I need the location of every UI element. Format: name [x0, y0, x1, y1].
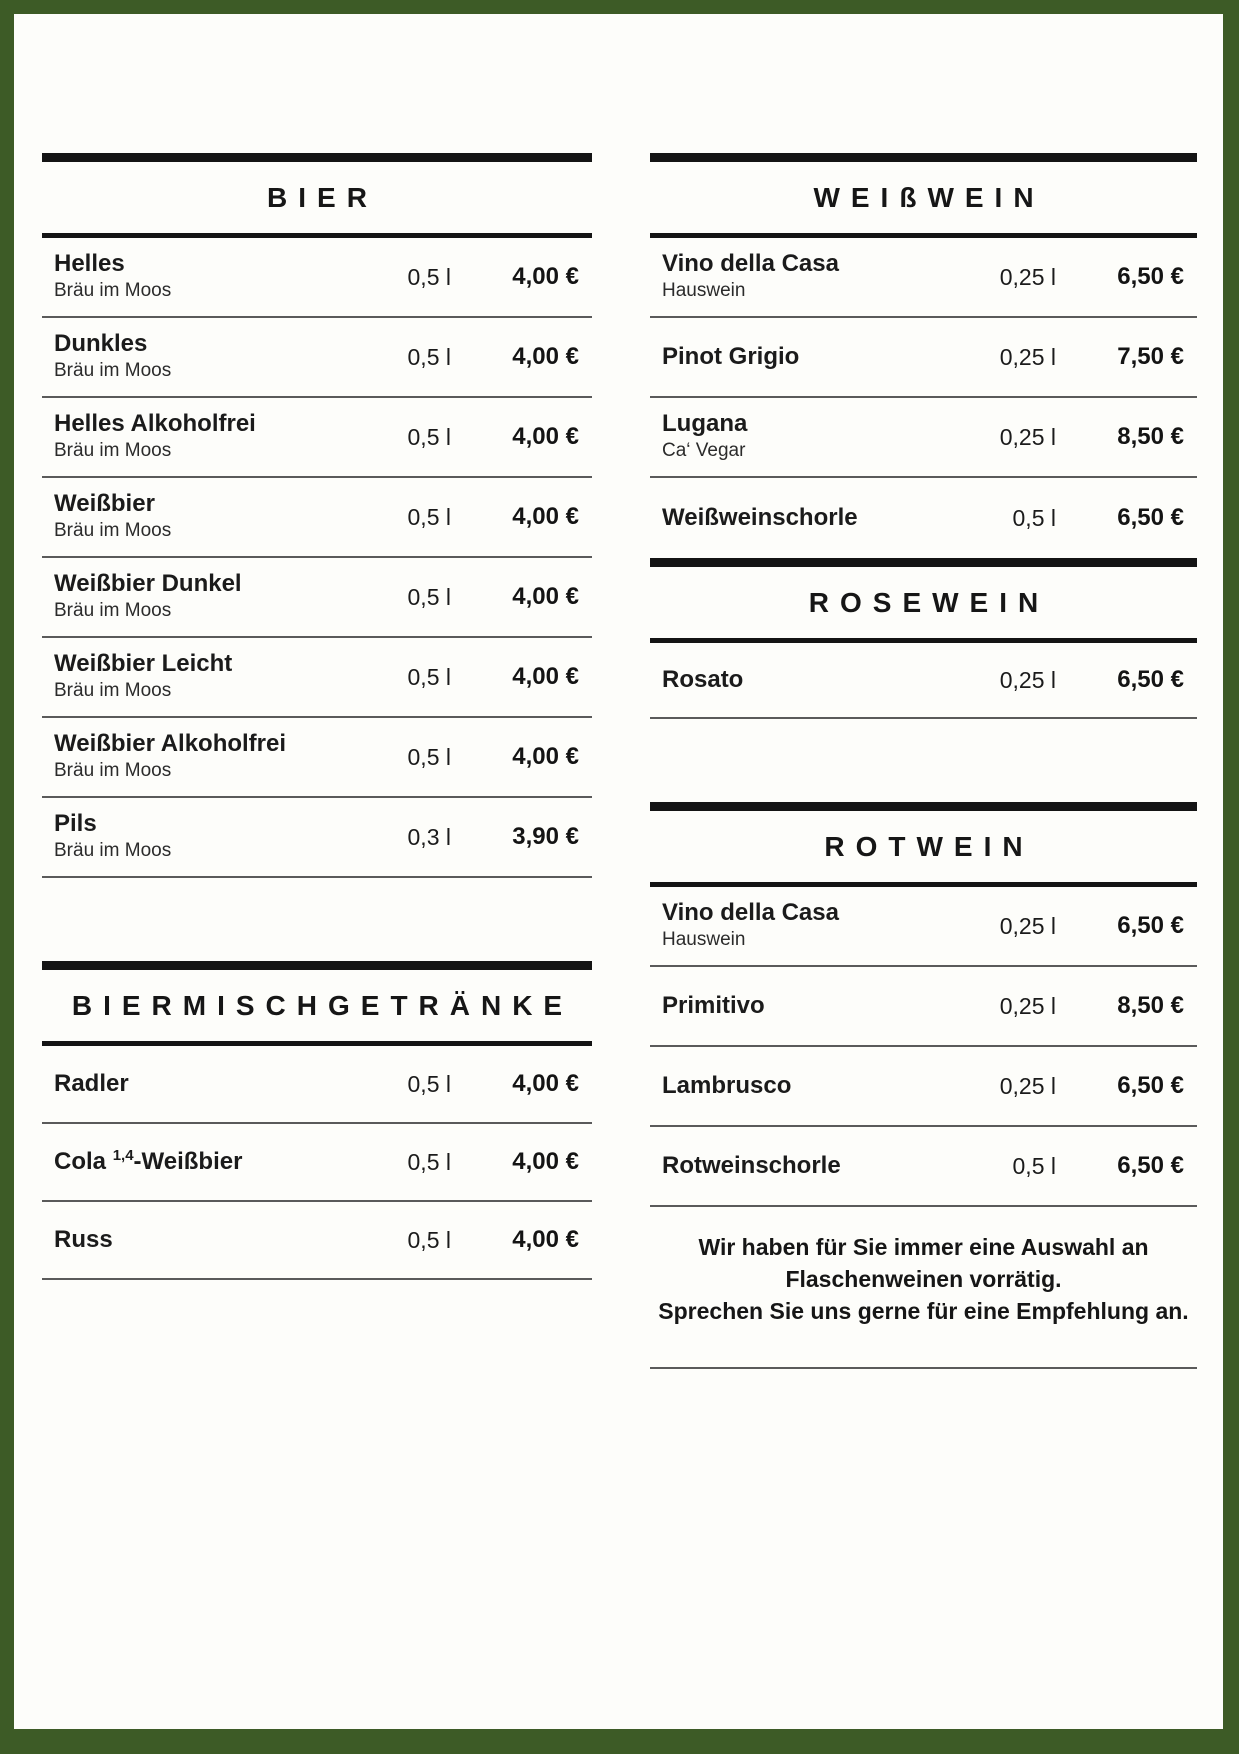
- item-volume: 0,25 l: [999, 1072, 1056, 1099]
- section-rows: [42, 238, 592, 878]
- item-name-text: Lugana: [662, 410, 748, 437]
- item-name: [54, 731, 341, 783]
- item-subtitle: Bräu im Moos: [54, 840, 172, 861]
- menu-item-row: [42, 1124, 592, 1202]
- section-rule-top: [42, 153, 592, 162]
- item-volume: 0,3 l: [407, 823, 451, 850]
- item-subtitle: Bräu im Moos: [54, 600, 172, 621]
- item-price: 4,00 €: [512, 503, 579, 530]
- section-title: ROTWEIN: [824, 830, 1034, 862]
- item-name-text: Radler: [54, 1070, 129, 1097]
- item-name-text: Russ: [54, 1226, 113, 1253]
- item-price: 4,00 €: [512, 423, 579, 450]
- item-name-rest: -Weißbier: [133, 1148, 243, 1175]
- section-rule-top: [42, 961, 592, 970]
- item-price: 8,50 €: [1117, 423, 1184, 450]
- item-price: 4,00 €: [512, 583, 579, 610]
- section-bier: [42, 153, 592, 878]
- menu-item-row: [42, 638, 592, 718]
- menu-item-row: [42, 798, 592, 878]
- menu-item-row: [42, 1046, 592, 1124]
- item-price: 6,50 €: [1117, 666, 1184, 693]
- item-price: 4,00 €: [512, 1070, 579, 1097]
- item-volume: 0,25 l: [999, 423, 1056, 450]
- item-price: 4,00 €: [512, 1226, 579, 1253]
- item-name: [662, 1073, 946, 1099]
- item-price: 6,50 €: [1117, 912, 1184, 939]
- section-rows: [650, 887, 1197, 1207]
- section-title: ROSEWEIN: [808, 586, 1050, 618]
- item-name: [662, 993, 946, 1019]
- section-rows: [42, 1046, 592, 1280]
- sections-left: [42, 153, 592, 1280]
- sections-right: [650, 153, 1197, 1207]
- item-volume: 0,5 l: [1012, 1152, 1056, 1179]
- section-rows: [650, 238, 1197, 558]
- item-price: 4,00 €: [512, 263, 579, 290]
- item-name-text: Pinot Grigio: [662, 343, 800, 370]
- item-name: [662, 1153, 946, 1179]
- item-name: [54, 411, 341, 463]
- menu-item-row: [42, 1202, 592, 1280]
- item-name-text: Lambrusco: [662, 1072, 792, 1099]
- item-subtitle: Hauswein: [662, 280, 746, 301]
- item-name: [54, 1149, 341, 1175]
- item-name: [54, 1071, 341, 1097]
- item-name: [662, 667, 946, 693]
- item-subtitle: Hauswein: [662, 929, 746, 950]
- item-subtitle: Bräu im Moos: [54, 760, 172, 781]
- item-volume: 0,5 l: [407, 743, 451, 770]
- item-price: 8,50 €: [1117, 992, 1184, 1019]
- item-price: 7,50 €: [1117, 343, 1184, 370]
- item-volume: 0,25 l: [999, 263, 1056, 290]
- note-line: Sprechen Sie uns gerne für eine Empfehlung an.: [658, 1298, 1189, 1324]
- item-price: 3,90 €: [512, 823, 579, 850]
- menu-item-row: [42, 318, 592, 398]
- item-volume: 0,5 l: [1012, 504, 1056, 531]
- item-volume: 0,25 l: [999, 666, 1056, 693]
- item-subtitle: Ca‘ Vegar: [662, 440, 746, 461]
- item-name-text: Weißbier Alkoholfrei: [54, 730, 287, 757]
- item-price: 6,50 €: [1117, 1072, 1184, 1099]
- item-name: [662, 411, 946, 463]
- item-price: 4,00 €: [512, 743, 579, 770]
- item-name-text: Vino della Casa: [662, 899, 839, 926]
- menu-item-row: [650, 398, 1197, 478]
- menu-item-row: [650, 887, 1197, 967]
- column-left: [42, 14, 592, 1280]
- menu-item-row: [650, 1047, 1197, 1127]
- item-volume: 0,25 l: [999, 343, 1056, 370]
- availability-note: [650, 1231, 1197, 1327]
- item-price: 4,00 €: [512, 343, 579, 370]
- item-subtitle: Bräu im Moos: [54, 280, 172, 301]
- item-volume: 0,25 l: [999, 912, 1056, 939]
- item-subtitle: Bräu im Moos: [54, 360, 172, 381]
- item-name: [54, 1227, 341, 1253]
- menu-item-row: [650, 643, 1197, 719]
- menu-item-row: [42, 558, 592, 638]
- item-name: [662, 900, 946, 952]
- item-volume: 0,5 l: [407, 1226, 451, 1253]
- item-subtitle: Bräu im Moos: [54, 680, 172, 701]
- item-subtitle: Bräu im Moos: [54, 440, 172, 461]
- menu-page: [14, 14, 1223, 1729]
- item-name: [54, 331, 341, 383]
- item-name: [662, 344, 946, 370]
- item-volume: 0,5 l: [407, 663, 451, 690]
- item-name: [54, 571, 341, 623]
- item-price: 6,50 €: [1117, 263, 1184, 290]
- section-biermisch: [42, 961, 592, 1280]
- item-volume: 0,5 l: [407, 423, 451, 450]
- item-volume: 0,5 l: [407, 583, 451, 610]
- item-name-text: Helles: [54, 250, 125, 277]
- section-title: BIER: [267, 181, 378, 213]
- item-price: 4,00 €: [512, 663, 579, 690]
- item-name-text: Cola: [54, 1148, 113, 1175]
- item-price: 6,50 €: [1117, 504, 1184, 531]
- note-line: Flaschenweinen vorrätig.: [785, 1266, 1062, 1292]
- item-name-text: Weißbier: [54, 490, 155, 517]
- menu-item-row: [650, 478, 1197, 558]
- item-name: [54, 251, 341, 303]
- item-price: 4,00 €: [512, 1148, 579, 1175]
- section-title: BIERMISCHGETRÄNKE: [71, 989, 574, 1021]
- section-rows: [650, 643, 1197, 719]
- menu-item-row: [650, 238, 1197, 318]
- menu-item-row: [650, 1127, 1197, 1207]
- item-name-text: Primitivo: [662, 992, 765, 1019]
- item-volume: 0,5 l: [407, 343, 451, 370]
- item-name: [662, 505, 946, 531]
- item-name: [54, 491, 341, 543]
- item-volume: 0,5 l: [407, 1148, 451, 1175]
- item-volume: 0,5 l: [407, 1070, 451, 1097]
- item-volume: 0,5 l: [407, 503, 451, 530]
- section-rule-top: [650, 153, 1197, 162]
- column-right: [650, 14, 1197, 1369]
- note-line: Wir haben für Sie immer eine Auswahl an: [698, 1234, 1149, 1260]
- note-divider: [650, 1367, 1197, 1369]
- item-subtitle: Bräu im Moos: [54, 520, 172, 541]
- item-name: [662, 251, 946, 303]
- menu-item-row: [42, 238, 592, 318]
- menu-item-row: [650, 318, 1197, 398]
- item-name-text: Weißbier Dunkel: [54, 570, 242, 597]
- item-volume: 0,25 l: [999, 992, 1056, 1019]
- item-name-text: Helles Alkoholfrei: [54, 410, 256, 437]
- item-name-text: Rosato: [662, 666, 744, 693]
- item-price: 6,50 €: [1117, 1152, 1184, 1179]
- item-volume: 0,5 l: [407, 263, 451, 290]
- section-rotwein: [650, 802, 1197, 1207]
- menu-item-row: [650, 967, 1197, 1047]
- menu-item-row: [42, 718, 592, 798]
- section-rosewein: [650, 558, 1197, 719]
- item-name-text: Vino della Casa: [662, 250, 839, 277]
- item-name-text: Dunkles: [54, 330, 148, 357]
- item-name-text: Weißweinschorle: [662, 504, 858, 531]
- section-rule-top: [650, 802, 1197, 811]
- item-name-superscript: 1,4: [112, 1147, 134, 1164]
- item-name: [54, 811, 341, 863]
- item-name-text: Rotweinschorle: [662, 1152, 841, 1179]
- section-rule-top: [650, 558, 1197, 567]
- menu-item-row: [42, 398, 592, 478]
- menu-item-row: [42, 478, 592, 558]
- section-title: WEIßWEIN: [813, 181, 1045, 213]
- item-name-text: Weißbier Leicht: [54, 650, 233, 677]
- item-name-text: Pils: [54, 810, 97, 837]
- item-name: [54, 651, 341, 703]
- section-weisswein: [650, 153, 1197, 558]
